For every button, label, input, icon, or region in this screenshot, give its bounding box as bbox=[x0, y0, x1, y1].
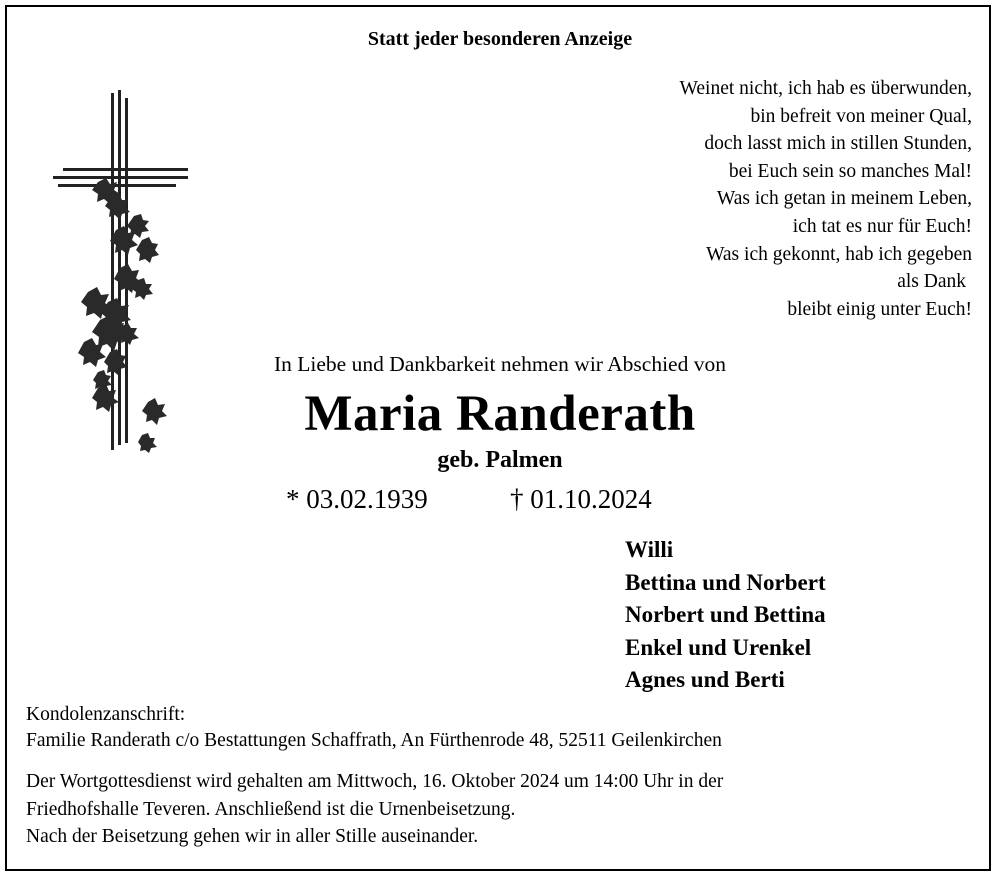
death-date: † 01.10.2024 bbox=[510, 484, 652, 514]
condolence-label: Kondolenzanschrift: bbox=[26, 704, 186, 725]
mourners-list bbox=[625, 534, 826, 697]
service-line: Friedhofshalle Teveren. Anschließend ist die Urnenbeisetzung. bbox=[26, 798, 516, 820]
mourner: Bettina und Norbert bbox=[625, 569, 826, 595]
header-title: Statt jeder besonderen Anzeige bbox=[367, 28, 633, 50]
condolence-address: Familie Randerath c/o Bestattungen Schaffrath, An Fürthenrode 48, 52511 Geilenkirchen bbox=[26, 730, 722, 751]
poem-line: doch lasst mich in stillen Stunden, bbox=[704, 133, 972, 155]
poem-line: Was ich gekonnt, hab ich gegeben bbox=[706, 243, 972, 265]
mourner: Enkel und Urenkel bbox=[625, 634, 812, 660]
poem-line: bleibt einig unter Euch! bbox=[787, 298, 972, 320]
poem-line: ich tat es nur für Euch! bbox=[792, 215, 972, 237]
farewell-intro: In Liebe und Dankbarkeit nehmen wir Abschied von bbox=[274, 352, 726, 376]
mourner: Willi bbox=[625, 537, 674, 562]
deceased-name: Maria Randerath bbox=[304, 386, 696, 442]
poem-line: Weinet nicht, ich hab es überwunden, bbox=[679, 78, 972, 99]
service-line: Nach der Beisetzung gehen wir in aller Stille auseinander. bbox=[26, 826, 479, 847]
poem-line: Was ich getan in meinem Leben, bbox=[716, 188, 972, 210]
service-line: Der Wortgottesdienst wird gehalten am Mittwoch, 16. Oktober 2024 um 14:00 Uhr in der bbox=[26, 771, 724, 792]
poem-line: bei Euch sein so manches Mal! bbox=[728, 160, 972, 182]
poem-line: als Dank bbox=[897, 271, 966, 293]
poem-line: bin befreit von meiner Qual, bbox=[750, 105, 972, 127]
poem bbox=[680, 75, 972, 323]
birth-date: * 03.02.1939 bbox=[286, 484, 428, 514]
mourner: Norbert und Bettina bbox=[625, 602, 826, 627]
service-info bbox=[26, 768, 723, 851]
mourner: Agnes und Berti bbox=[625, 667, 785, 692]
birth-name: geb. Palmen bbox=[437, 447, 563, 473]
